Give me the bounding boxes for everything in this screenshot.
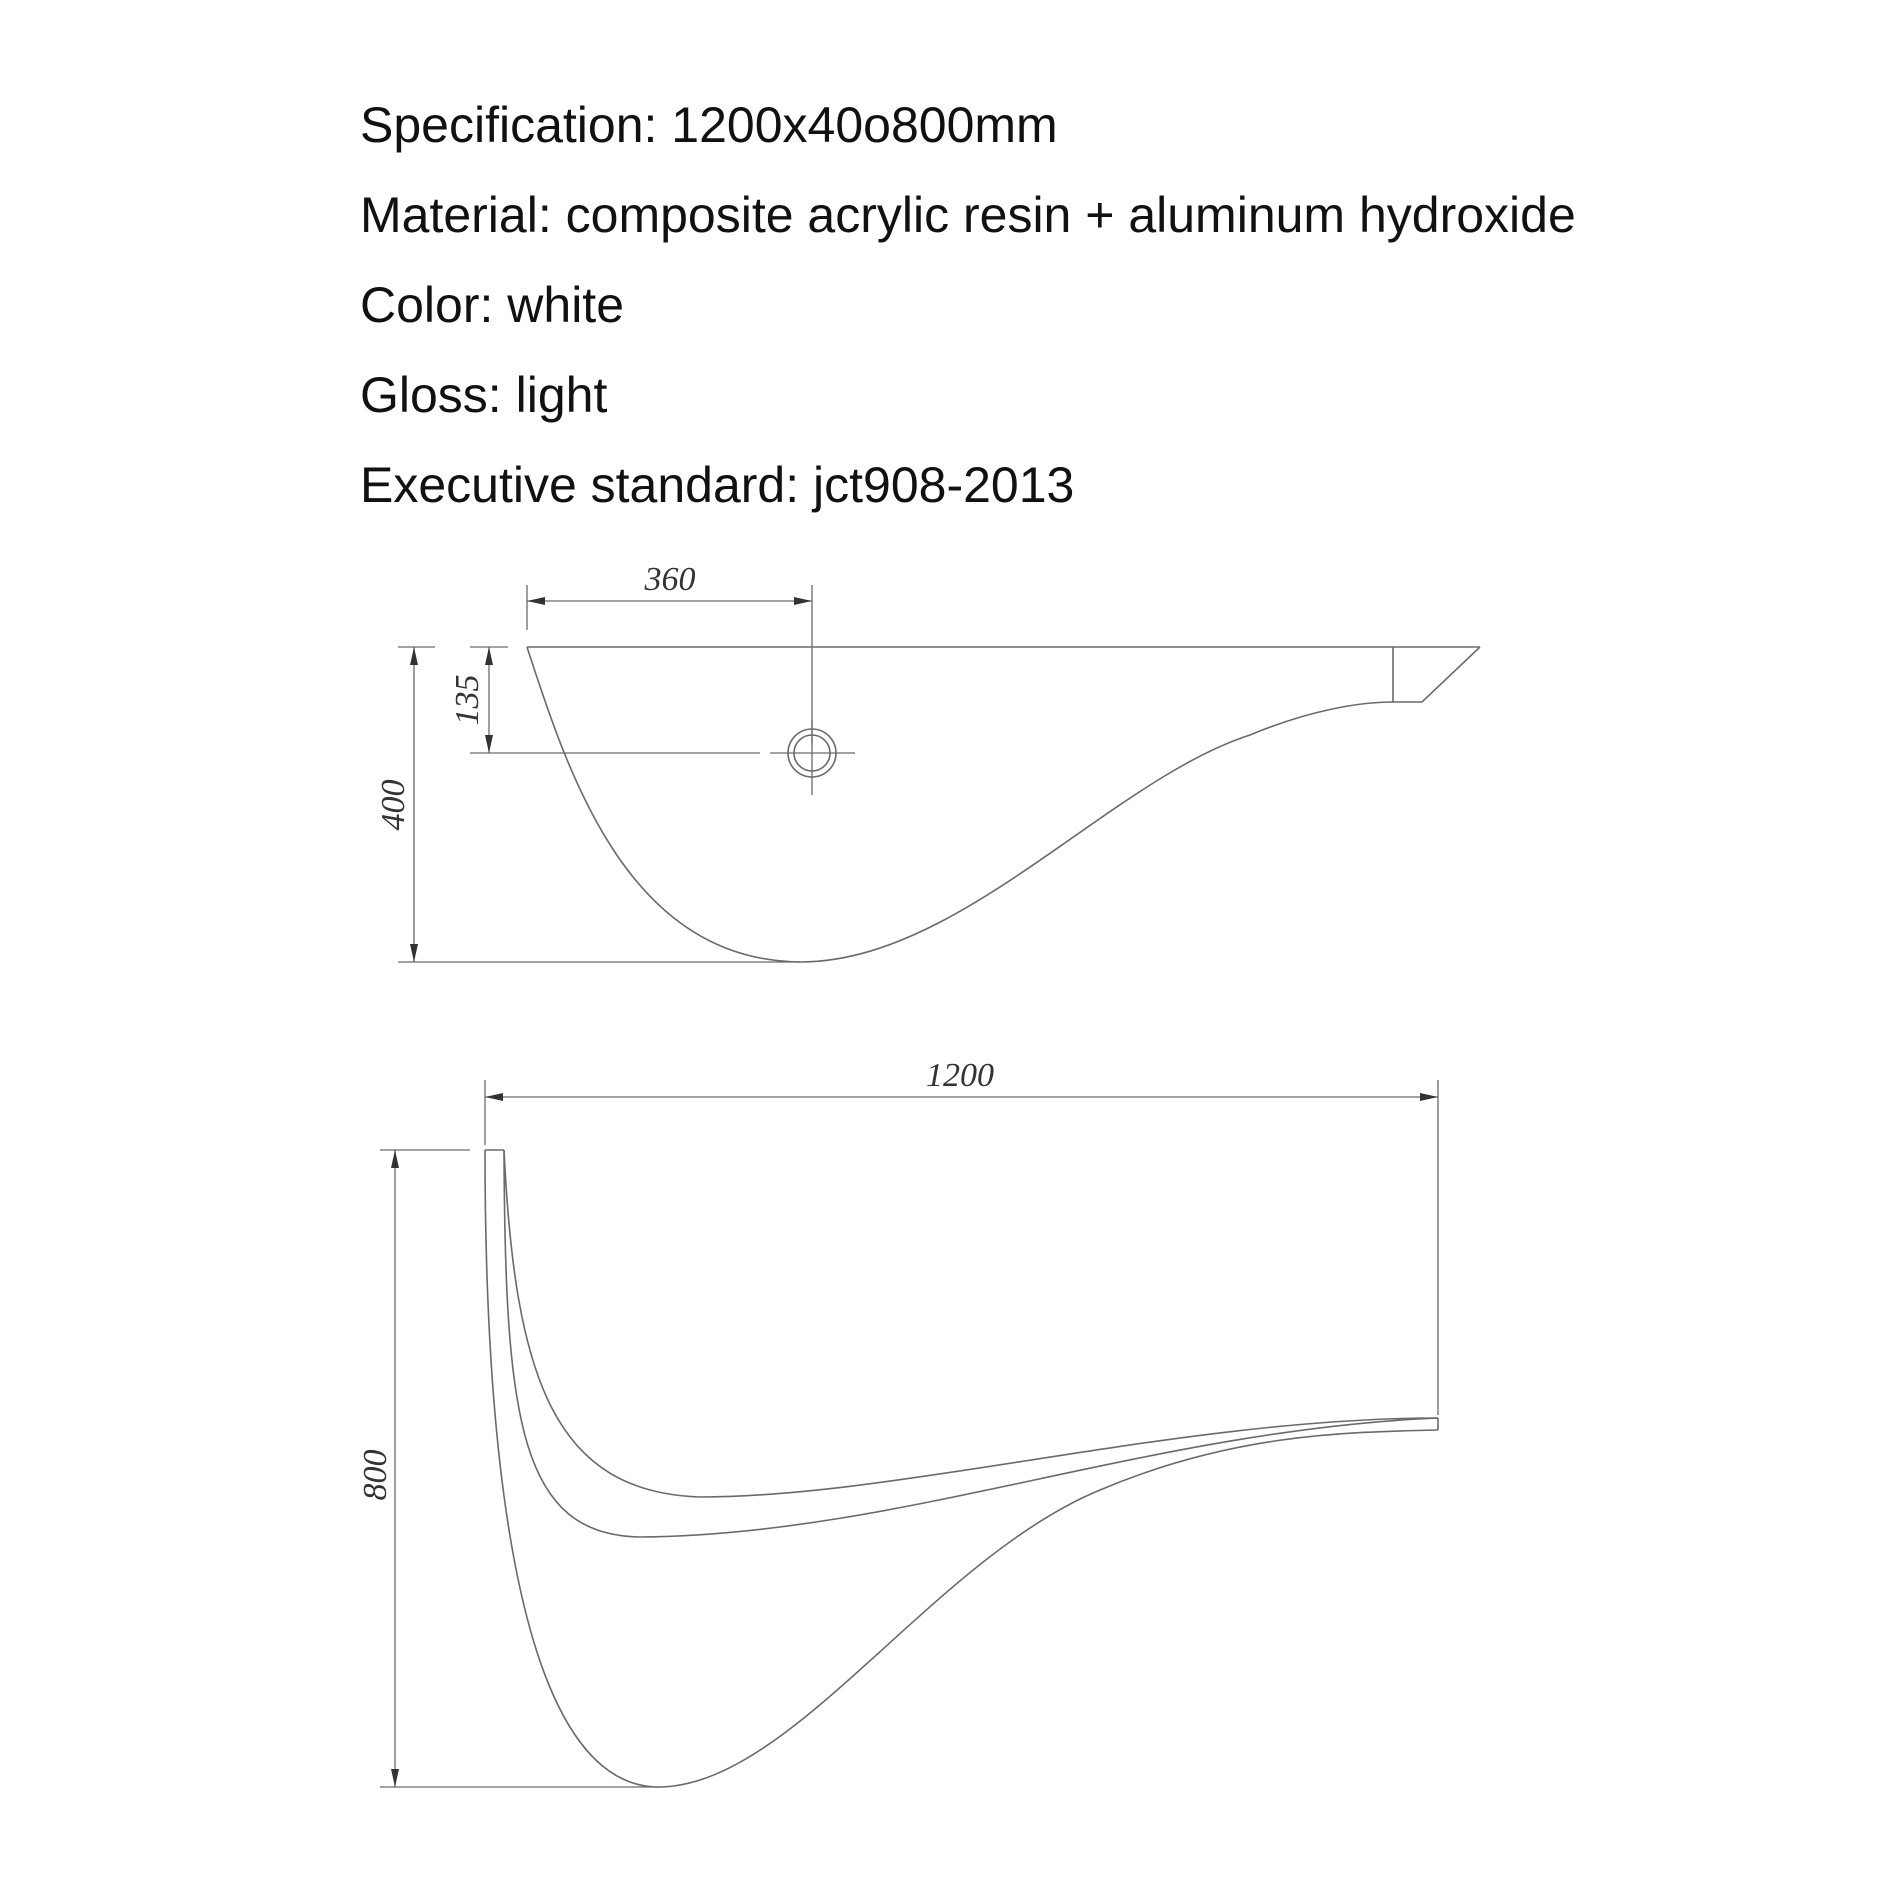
- dimension-label-800: 800: [357, 1449, 394, 1501]
- dimension-label-400: 400: [375, 779, 412, 831]
- arrow-head: [391, 1769, 399, 1787]
- top-view: [357, 1057, 1438, 1787]
- dimension-label-360: 360: [644, 561, 696, 598]
- spec-value: 1200x40o800mm: [671, 97, 1058, 153]
- dimension-1200: [485, 1057, 1438, 1415]
- arrow-head: [391, 1150, 399, 1168]
- arrow-head: [410, 944, 418, 962]
- spec-value: light: [515, 367, 608, 423]
- arrow-head: [410, 647, 418, 665]
- side-view-back-panel: [1393, 647, 1480, 702]
- spec-value: white: [507, 277, 625, 333]
- spec-value: jct908-2013: [813, 457, 1075, 513]
- arrow-head: [485, 647, 493, 665]
- spec-label: Color:: [360, 277, 494, 333]
- spec-label: Gloss:: [360, 367, 502, 423]
- side-view-basin-profile: [527, 647, 1393, 962]
- dimension-135: [449, 647, 760, 753]
- top-view-bowl-profile: [504, 1150, 1438, 1497]
- spec-label: Executive standard:: [360, 457, 800, 513]
- arrow-head: [485, 1093, 503, 1101]
- side-view: [375, 561, 1480, 962]
- dimension-360: [527, 561, 812, 745]
- top-view-rim-profile: [504, 1150, 1438, 1537]
- arrow-head: [794, 597, 812, 605]
- arrow-head: [485, 735, 493, 753]
- arrow-head: [527, 597, 545, 605]
- spec-label: Specification:: [360, 97, 658, 153]
- dimension-label-135: 135: [449, 674, 486, 726]
- arrow-head: [1420, 1093, 1438, 1101]
- top-view-outer-profile: [485, 1150, 1438, 1787]
- spec-label: Material:: [360, 187, 552, 243]
- dimension-label-1200: 1200: [926, 1057, 994, 1094]
- spec-value: composite acrylic resin + aluminum hydroxide: [565, 187, 1576, 243]
